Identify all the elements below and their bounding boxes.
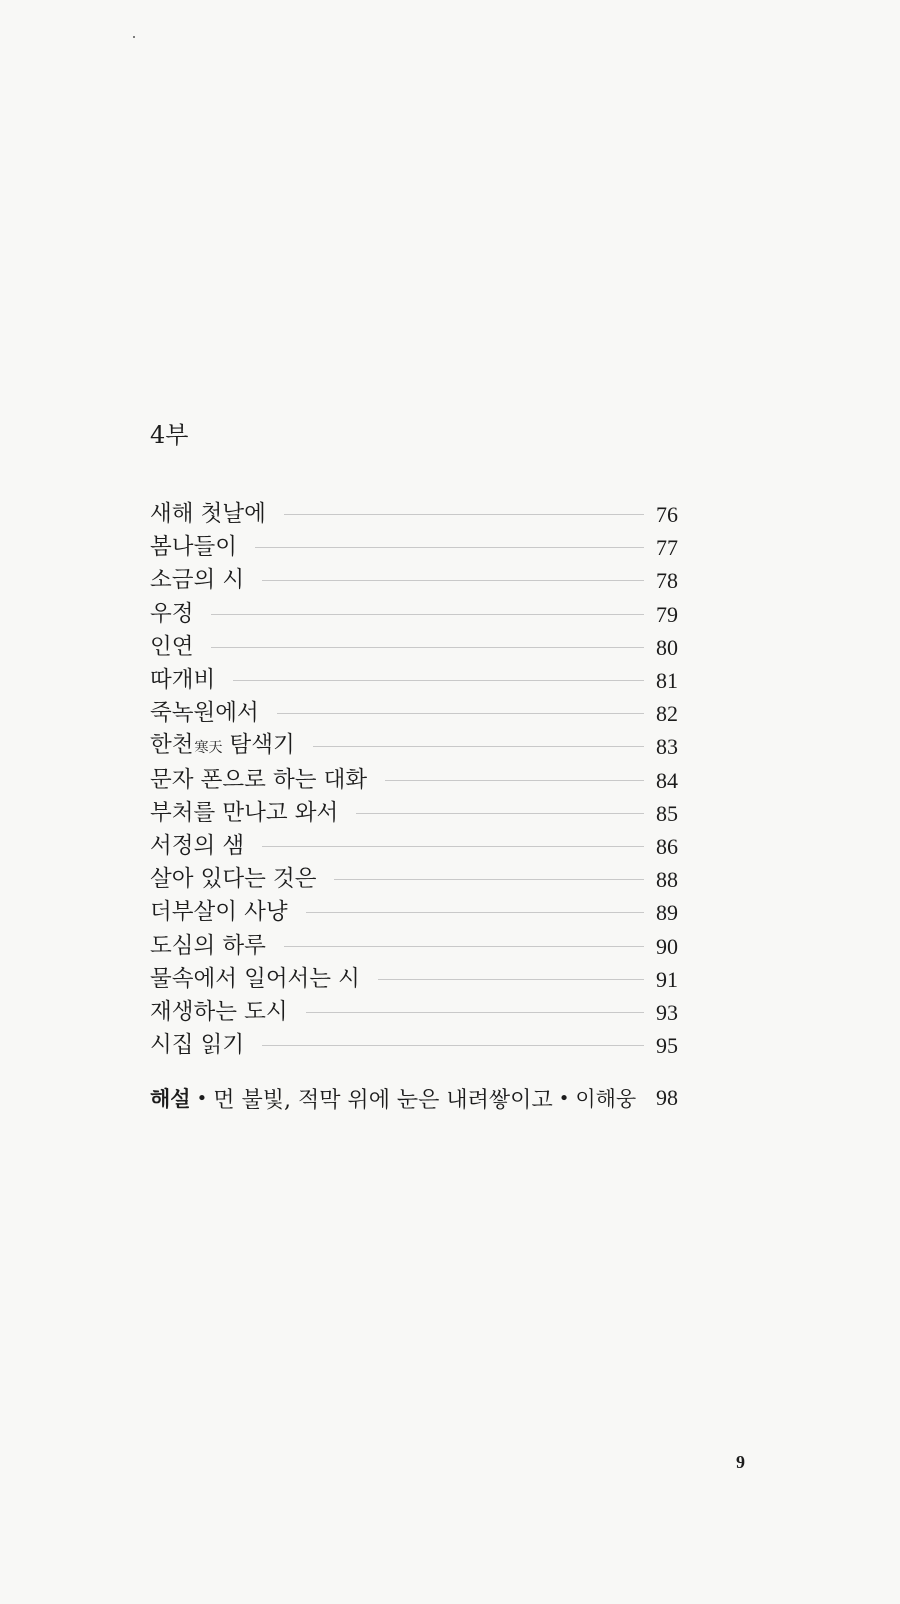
dot-leader bbox=[255, 547, 644, 548]
toc-entry[interactable] bbox=[150, 797, 678, 830]
entry-title: 죽녹원에서 bbox=[150, 700, 259, 727]
toc-entry[interactable] bbox=[150, 498, 678, 531]
table-of-contents bbox=[150, 418, 678, 1115]
toc-entry[interactable] bbox=[150, 963, 678, 996]
entry-title-hanja: 寒天 bbox=[194, 739, 223, 756]
entry-title: 물속에서 일어서는 시 bbox=[150, 965, 360, 992]
toc-entry[interactable] bbox=[150, 697, 678, 730]
dot-leader bbox=[385, 780, 644, 781]
commentary-label: 해설 bbox=[150, 1087, 191, 1112]
entry-title: 부처를 만나고 와서 bbox=[150, 799, 339, 826]
toc-entry[interactable] bbox=[150, 863, 678, 896]
paper-speck bbox=[133, 36, 135, 38]
bullet-separator: • bbox=[558, 1087, 570, 1109]
entry-title: 봄나들이 bbox=[150, 534, 237, 561]
entry-page-number: 80 bbox=[656, 634, 678, 660]
entry-page-number: 86 bbox=[656, 833, 678, 859]
entry-page-number: 77 bbox=[656, 535, 678, 561]
dot-leader bbox=[306, 1012, 644, 1013]
toc-entry[interactable] bbox=[150, 996, 678, 1029]
dot-leader bbox=[262, 1045, 644, 1046]
entry-page-number: 76 bbox=[656, 502, 678, 528]
entry-title: 우정 bbox=[150, 600, 194, 627]
dot-leader bbox=[233, 680, 644, 681]
entry-title: 더부살이 사냥 bbox=[150, 899, 288, 926]
entry-title: 도심의 하루 bbox=[150, 932, 266, 959]
entry-title: 따개비 bbox=[150, 667, 216, 694]
toc-entry[interactable] bbox=[150, 929, 678, 962]
toc-entry[interactable] bbox=[150, 896, 678, 929]
entry-page-number: 89 bbox=[656, 900, 678, 926]
dot-leader bbox=[262, 846, 644, 847]
toc-entry[interactable] bbox=[150, 631, 678, 664]
toc-entry[interactable] bbox=[150, 830, 678, 863]
dot-leader bbox=[211, 647, 644, 648]
commentary-author: 이해웅 bbox=[575, 1087, 637, 1112]
entry-page-number: 88 bbox=[656, 867, 678, 893]
bullet-separator: • bbox=[196, 1087, 208, 1109]
dot-leader bbox=[277, 713, 644, 714]
toc-entry[interactable] bbox=[150, 730, 678, 763]
entry-title: 소금의 시 bbox=[150, 567, 245, 594]
dot-leader bbox=[284, 514, 644, 515]
entry-title-korean: 한천 bbox=[150, 731, 194, 758]
entry-page-number: 82 bbox=[656, 701, 678, 727]
dot-leader bbox=[306, 912, 644, 913]
entry-title: 서정의 샘 bbox=[150, 832, 245, 859]
section-heading: 4부 bbox=[150, 421, 189, 449]
dot-leader bbox=[313, 746, 644, 747]
dot-leader bbox=[211, 614, 644, 615]
toc-entry[interactable] bbox=[150, 664, 678, 697]
dot-leader bbox=[334, 879, 644, 880]
entry-page-number: 81 bbox=[656, 668, 678, 694]
entry-title: 새해 첫날에 bbox=[150, 501, 266, 528]
page-folio-number: 9 bbox=[736, 1452, 745, 1472]
entry-page-number: 90 bbox=[656, 933, 678, 959]
dot-leader bbox=[284, 946, 644, 947]
entry-page-number: 95 bbox=[656, 1033, 678, 1059]
commentary-page-number: 98 bbox=[656, 1085, 678, 1111]
entry-page-number: 85 bbox=[656, 800, 678, 826]
entry-title: 살아 있다는 것은 bbox=[150, 866, 317, 893]
toc-entry[interactable] bbox=[150, 564, 678, 597]
entry-title bbox=[150, 729, 295, 765]
entry-page-number: 93 bbox=[656, 999, 678, 1025]
dot-leader bbox=[378, 979, 644, 980]
dot-leader bbox=[356, 813, 644, 814]
toc-entry[interactable] bbox=[150, 531, 678, 564]
entry-page-number: 91 bbox=[656, 966, 678, 992]
toc-entry-list bbox=[150, 498, 678, 1062]
entry-title: 재생하는 도시 bbox=[150, 998, 288, 1025]
commentary-entry[interactable] bbox=[150, 1081, 678, 1115]
entry-page-number: 79 bbox=[656, 601, 678, 627]
dot-leader bbox=[262, 580, 644, 581]
entry-title: 문자 폰으로 하는 대화 bbox=[150, 766, 368, 793]
toc-entry[interactable] bbox=[150, 764, 678, 797]
toc-entry[interactable] bbox=[150, 598, 678, 631]
commentary-title: 먼 불빛, 적막 위에 눈은 내려쌓이고 bbox=[213, 1087, 553, 1113]
toc-entry[interactable] bbox=[150, 1029, 678, 1062]
entry-page-number: 84 bbox=[656, 767, 678, 793]
entry-page-number: 78 bbox=[656, 568, 678, 594]
entry-title-rest: 탐색기 bbox=[229, 731, 295, 758]
entry-page-number: 83 bbox=[656, 734, 678, 760]
entry-title: 시집 읽기 bbox=[150, 1032, 245, 1059]
entry-title: 인연 bbox=[150, 633, 194, 660]
